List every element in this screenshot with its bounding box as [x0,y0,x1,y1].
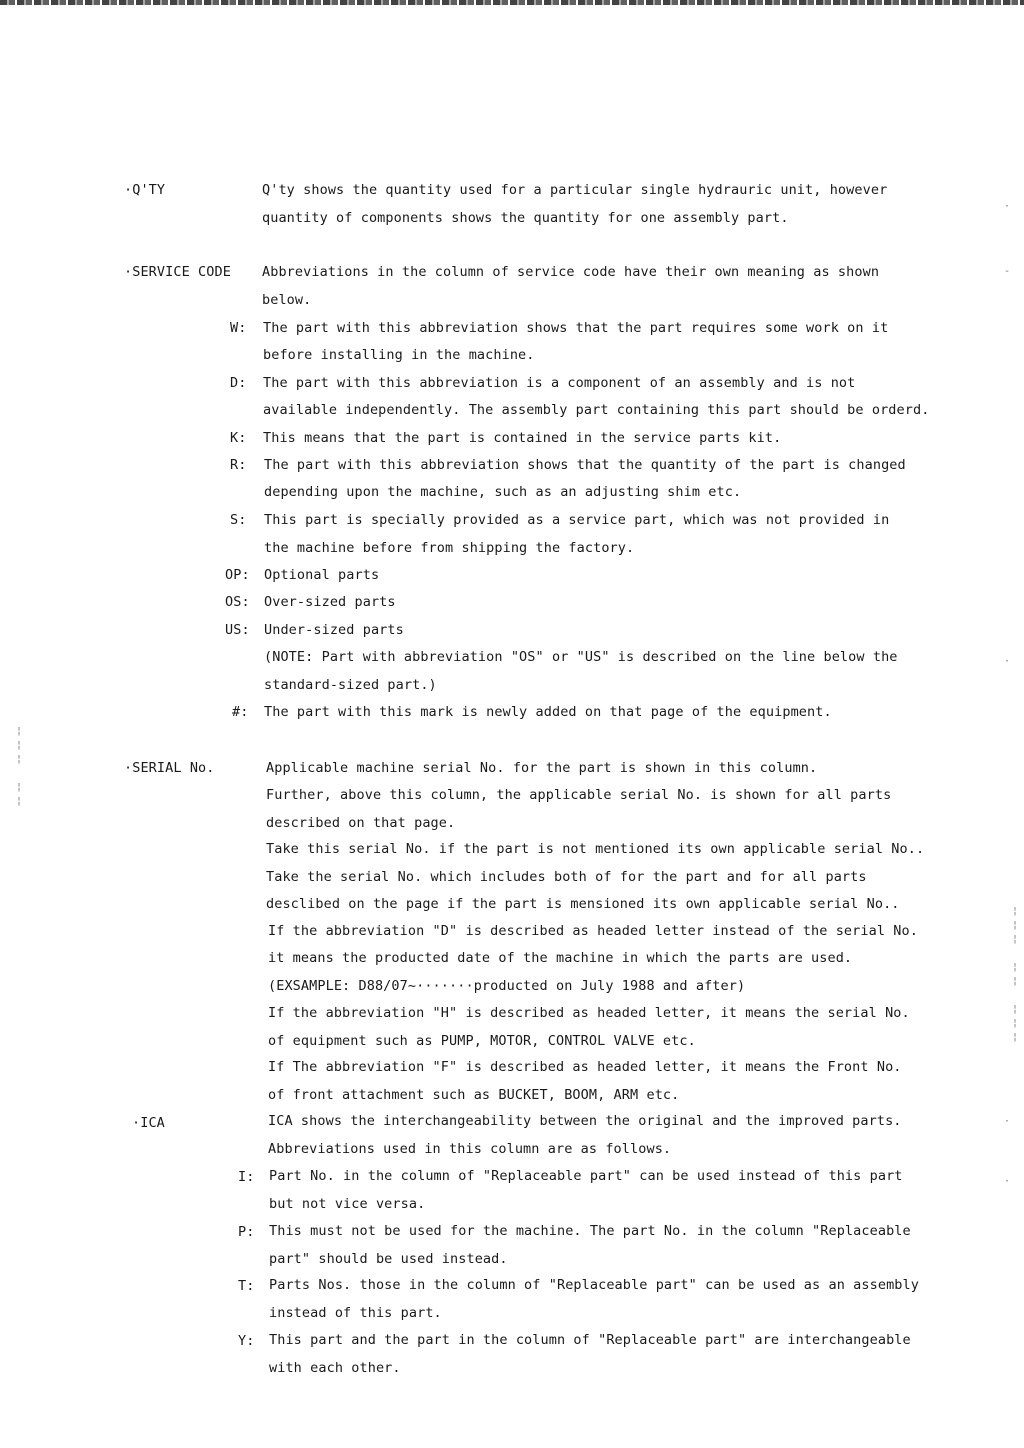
service-code-note: (NOTE: Part with abbreviation "OS" or "US" is described on the line below the [264,649,898,665]
scan-speckle-right: - [1004,266,1011,277]
qty-line: Q'ty shows the quantity used for a particular single hydrauric unit, however [262,182,888,198]
code-p-desc: part" should be used instead. [269,1251,508,1267]
code-k: K: [230,430,247,446]
code-r: R: [230,457,247,473]
code-s-desc: the machine before from shipping the factory. [264,540,635,556]
serial-line: desclibed on the page if the part is mensioned its own applicable serial No.. [266,896,900,912]
code-i: I: [238,1169,255,1185]
code-i-desc: but not vice versa. [269,1196,426,1212]
serial-line: Applicable machine serial No. for the part is shown in this column. [266,760,818,776]
scan-speckle-left: ¦ ¦ ¦ ¦ ¦ [16,726,23,807]
scan-speckle-right: · [1004,201,1011,212]
serial-example: (EXSAMPLE: D88/07~·······producted on July 1988 and after) [268,978,746,994]
code-p: P: [238,1224,255,1240]
service-code-label: ·SERVICE CODE [124,264,231,280]
code-os: OS: [225,594,250,610]
code-os-desc: Over-sized parts [264,594,396,610]
scan-speckle-right: ¦ ¦ ¦ ¦ ¦ ¦ ¦ ¦ [1012,906,1019,1043]
serial-label: ·SERIAL No. [124,760,215,776]
qty-label: ·Q'TY [124,182,166,198]
code-k-desc: This means that the part is contained in the service parts kit. [263,430,782,446]
scan-speckle-right: · [1004,1116,1011,1127]
code-d-desc: The part with this abbreviation is a component of an assembly and is not [263,375,856,391]
code-op-desc: Optional parts [264,567,380,583]
ica-label: ·ICA [132,1115,165,1131]
serial-line: of equipment such as PUMP, MOTOR, CONTROL VALVE etc. [268,1033,696,1049]
code-w-desc: The part with this abbreviation shows that the part requires some work on it [263,320,889,336]
serial-line: Further, above this column, the applicable serial No. is shown for all parts [266,787,892,803]
serial-line: Take this serial No. if the part is not mentioned its own applicable serial No.. [266,841,925,857]
service-code-note: standard-sized part.) [264,677,437,693]
code-i-desc: Part No. in the column of "Replaceable part" can be used instead of this part [269,1168,903,1184]
ica-intro: ICA shows the interchangeability between the original and the improved parts. [268,1113,902,1129]
code-w-desc: before installing in the machine. [263,347,535,363]
serial-line: of front attachment such as BUCKET, BOOM, ARM etc. [268,1087,680,1103]
serial-line: described on that page. [266,815,456,831]
code-t-desc: Parts Nos. those in the column of "Replaceable part" can be used as an assembly [269,1277,919,1293]
code-y-desc: with each other. [269,1360,401,1376]
code-r-desc: depending upon the machine, such as an adjusting shim etc. [264,484,742,500]
qty-line: quantity of components shows the quantity for one assembly part. [262,210,789,226]
serial-line: Take the serial No. which includes both of for the part and for all parts [266,869,867,885]
code-s: S: [230,512,247,528]
code-w: W: [230,320,247,336]
serial-line: If The abbreviation "F" is described as headed letter, it means the Front No. [268,1059,902,1075]
serial-line: If the abbreviation "D" is described as headed letter instead of the serial No. [268,923,918,939]
code-d: D: [230,375,247,391]
code-hash: #: [232,704,249,720]
scan-speckle-right: · [1004,1176,1011,1187]
scan-speckle-right: · [1004,656,1011,667]
serial-line: it means the producted date of the machine in which the parts are used. [268,950,853,966]
code-y-desc: This part and the part in the column of "Replaceable part" are interchangeable [269,1332,911,1348]
service-code-intro: Abbreviations in the column of service code have their own meaning as shown [262,264,880,280]
service-code-intro: below. [262,292,312,308]
serial-line: If the abbreviation "H" is described as headed letter, it means the serial No. [268,1005,910,1021]
code-p-desc: This must not be used for the machine. The part No. in the column "Replaceable [269,1223,911,1239]
scan-artifact-top [0,0,1024,5]
code-us: US: [225,622,250,638]
code-d-desc: available independently. The assembly part containing this part should be orderd. [263,402,930,418]
code-us-desc: Under-sized parts [264,622,404,638]
code-t: T: [238,1278,255,1294]
code-t-desc: instead of this part. [269,1305,442,1321]
ica-intro: Abbreviations used in this column are as follows. [268,1141,672,1157]
code-y: Y: [238,1333,255,1349]
code-s-desc: This part is specially provided as a service part, which was not provided in [264,512,890,528]
code-op: OP: [225,567,250,583]
code-r-desc: The part with this abbreviation shows that the quantity of the part is changed [264,457,906,473]
code-hash-desc: The part with this mark is newly added on that page of the equipment. [264,704,832,720]
